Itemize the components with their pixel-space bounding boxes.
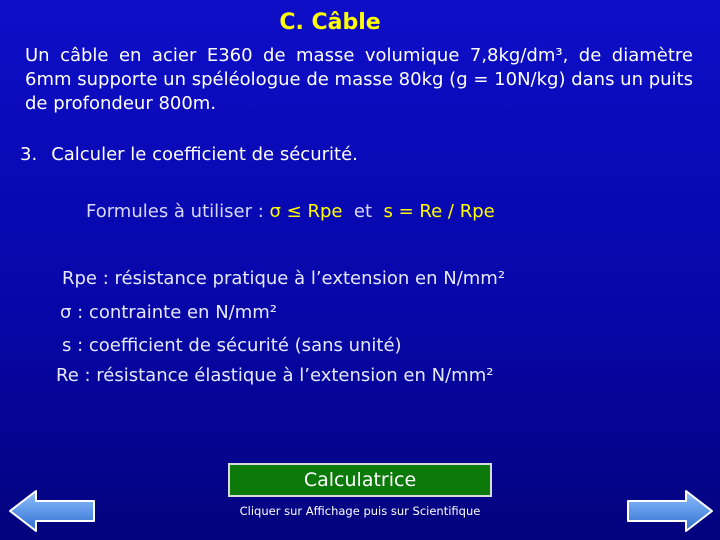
- question-text: Calculer le coefficient de sécurité.: [51, 144, 358, 165]
- formula-stress: σ ≤ Rpe: [269, 201, 343, 222]
- calculator-button[interactable]: Calculatrice: [228, 463, 492, 497]
- calculator-hint: Cliquer sur Affichage puis sur Scientifique: [239, 504, 481, 518]
- definition-rpe: Rpe : résistance pratique à l’extension en N/mm²: [62, 268, 506, 289]
- formula-connector: et: [353, 201, 373, 222]
- arrow-left-icon[interactable]: [8, 488, 96, 534]
- question: [20, 144, 358, 165]
- question-number: 3.: [20, 144, 38, 165]
- definition-s: s : coefficient de sécurité (sans unité): [62, 335, 402, 356]
- slide-title-text: C. Câble: [279, 10, 381, 35]
- problem-statement: Un câble en acier E360 de masse volumique 7,8kg/dm³, de diamètre 6mm supporte un spéléologue de masse 80kg (g = 10N/kg) dans un puits de profondeur 800m.: [25, 45, 693, 114]
- definition-sigma: σ : contrainte en N/mm²: [60, 302, 278, 323]
- arrow-right-icon[interactable]: [626, 488, 714, 534]
- formula-safety-factor: s = Re / Rpe: [383, 201, 495, 222]
- formulas-label: Formules à utiliser :: [86, 201, 270, 222]
- definition-re: Re : résistance élastique à l’extension en N/mm²: [56, 365, 494, 386]
- formulas-line: [86, 201, 495, 222]
- slide-title: [0, 10, 720, 35]
